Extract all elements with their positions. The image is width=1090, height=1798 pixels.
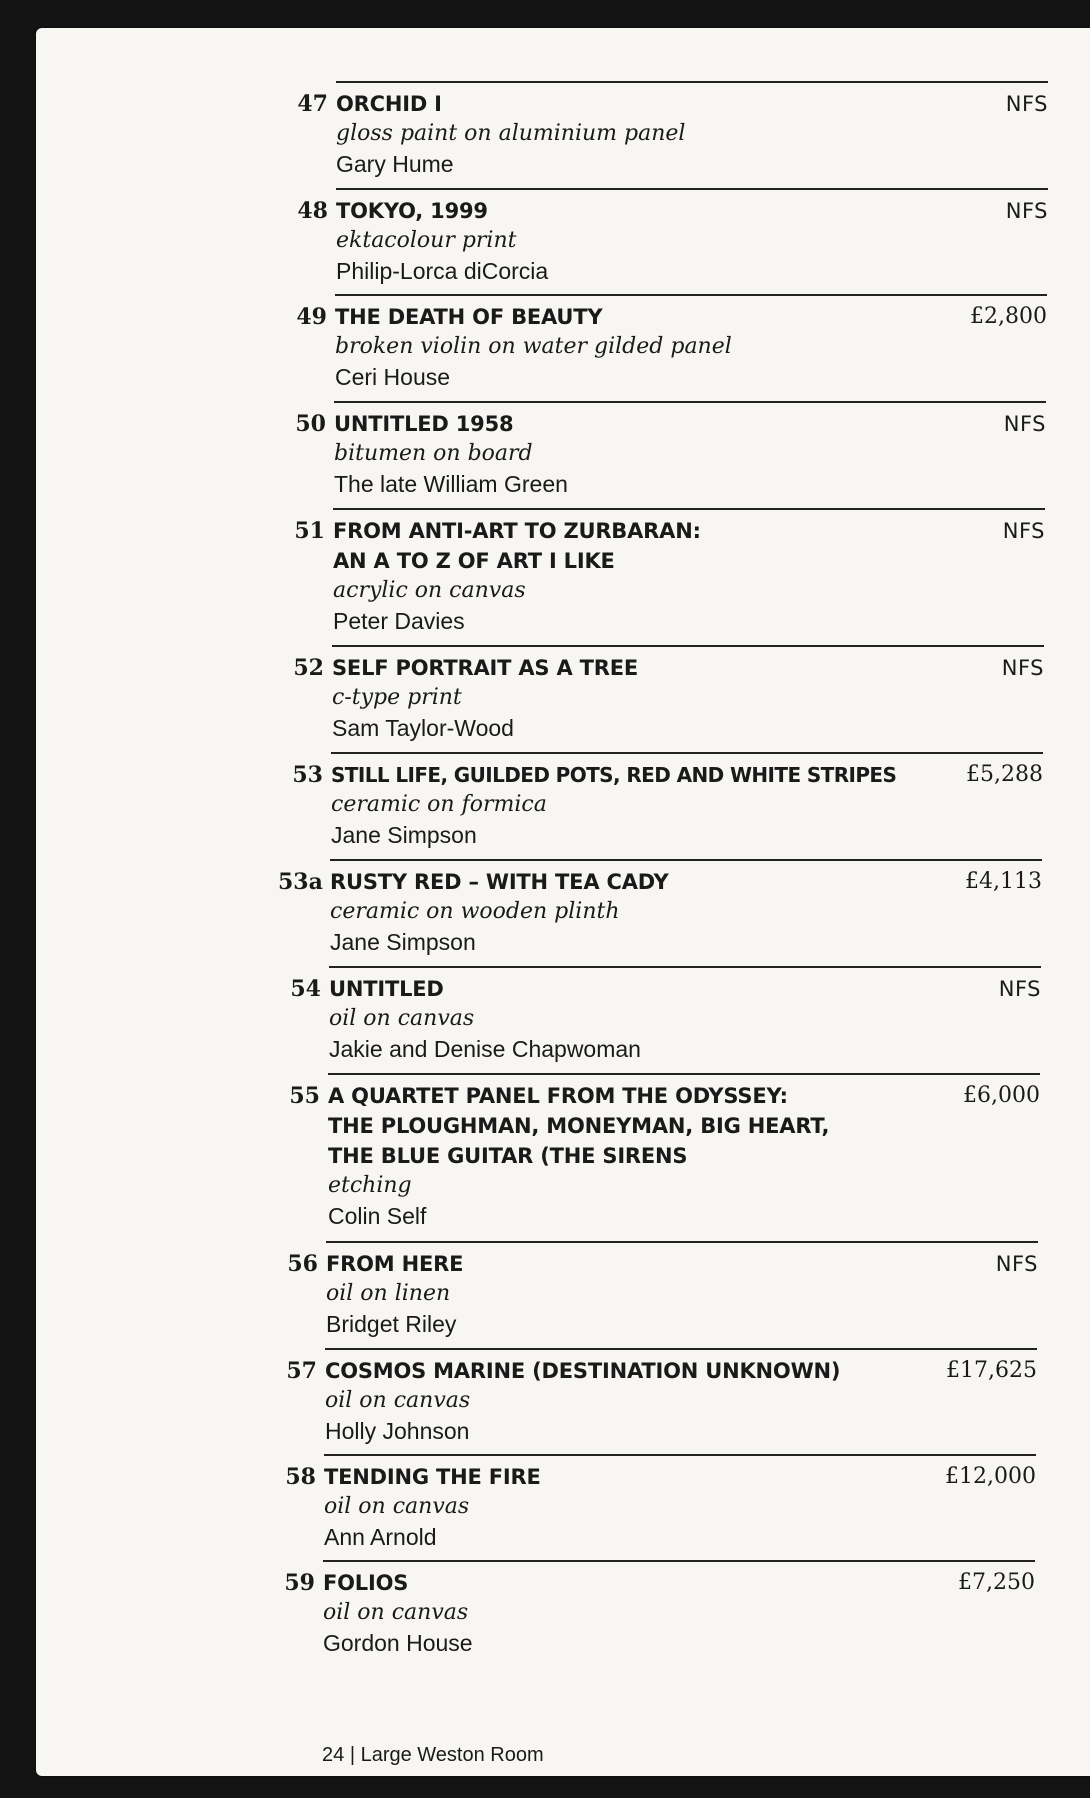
price-label: £6,000: [963, 1083, 1040, 1108]
price-label: NFS: [1001, 656, 1044, 680]
divider: [335, 294, 1047, 296]
divider: [326, 1241, 1038, 1243]
list-item: [285, 1454, 1036, 1552]
artist-name: Sam Taylor-Wood: [332, 715, 514, 741]
divider: [324, 1454, 1036, 1456]
catalogue-page: [36, 28, 1090, 1776]
page-number: 24: [322, 1744, 345, 1766]
artwork-title: THE DEATH OF BEAUTY: [335, 305, 603, 329]
list-item: [297, 81, 1048, 179]
artwork-title: FROM HERE: [326, 1252, 464, 1276]
list-item: [286, 1348, 1037, 1446]
lot-number: 54: [290, 976, 321, 1002]
list-item: [289, 1073, 1040, 1231]
price-label: NFS: [1005, 92, 1048, 116]
price-label: £12,000: [945, 1464, 1036, 1489]
divider: [331, 752, 1043, 754]
divider: [329, 966, 1041, 968]
artist-name: Bridget Riley: [326, 1311, 457, 1337]
artwork-title: UNTITLED 1958: [334, 412, 514, 436]
price-label: £2,800: [970, 304, 1047, 329]
page-footer: [322, 1744, 544, 1767]
list-item: [296, 294, 1047, 392]
artwork-title: ORCHID I: [336, 92, 442, 116]
artwork-title: STILL LIFE, GUILDED POTS, RED AND WHITE STRIPES: [331, 763, 897, 787]
list-item: [278, 859, 1042, 957]
list-item: [297, 188, 1048, 286]
artist-name: Philip-Lorca diCorcia: [336, 258, 549, 284]
artist-name: Jane Simpson: [331, 822, 477, 848]
artwork-title: TENDING THE FIRE: [324, 1465, 541, 1489]
artwork-medium: broken violin on water gilded panel: [335, 334, 732, 359]
list-item: [293, 645, 1044, 743]
lot-number: 55: [289, 1083, 320, 1109]
artwork-title: FOLIOS: [323, 1571, 409, 1595]
artwork-medium: gloss paint on aluminium panel: [336, 121, 686, 146]
artist-name: Holly Johnson: [325, 1418, 470, 1444]
lot-number: 51: [294, 518, 325, 544]
lot-number: 56: [287, 1251, 318, 1277]
lot-number: 47: [297, 91, 328, 117]
artwork-title: UNTITLED: [329, 977, 444, 1001]
divider: [336, 81, 1048, 83]
lot-number: 53: [292, 762, 323, 788]
artwork-medium: bitumen on board: [334, 441, 533, 466]
list-item: [290, 966, 1041, 1064]
divider: [334, 401, 1046, 403]
divider: [336, 188, 1048, 190]
lot-number: 48: [297, 198, 328, 224]
list-item: [292, 752, 1043, 850]
artwork-title: COSMOS MARINE (DESTINATION UNKNOWN): [325, 1359, 841, 1383]
list-item: [294, 508, 1045, 636]
price-label: £4,113: [965, 869, 1042, 894]
artist-name: Ceri House: [335, 364, 451, 390]
artwork-medium: acrylic on canvas: [333, 578, 526, 603]
artist-name: Gary Hume: [336, 151, 454, 177]
artwork-title: TOKYO, 1999: [336, 199, 488, 223]
artwork-medium: oil on canvas: [325, 1388, 471, 1413]
artwork-medium: etching: [328, 1173, 412, 1198]
price-label: £5,288: [966, 762, 1043, 787]
divider: [332, 645, 1044, 647]
artwork-title: RUSTY RED – WITH TEA CADY: [330, 870, 669, 894]
artist-name: Colin Self: [328, 1203, 427, 1229]
artist-name: Ann Arnold: [324, 1524, 437, 1550]
price-label: NFS: [1003, 412, 1046, 436]
list-item: [295, 401, 1046, 499]
price-label: NFS: [1002, 519, 1045, 543]
price-label: NFS: [998, 977, 1041, 1001]
price-label: £17,625: [946, 1358, 1037, 1383]
artist-name: Jane Simpson: [330, 929, 476, 955]
artwork-medium: oil on canvas: [329, 1006, 475, 1031]
lot-number: 58: [285, 1464, 316, 1490]
artwork-medium: oil on canvas: [324, 1494, 470, 1519]
list-item: [284, 1560, 1035, 1658]
artwork-title: FROM ANTI-ART TO ZURBARAN: AN A TO Z OF ART I LIKE: [333, 519, 701, 573]
lot-number: 57: [286, 1358, 317, 1384]
lot-number: 50: [295, 411, 326, 437]
artwork-medium: ceramic on wooden plinth: [330, 899, 620, 924]
artwork-medium: oil on canvas: [323, 1600, 469, 1625]
footer-separator: |: [349, 1744, 356, 1766]
lot-number: 59: [284, 1570, 315, 1596]
artwork-medium: ceramic on formica: [331, 792, 547, 817]
artist-name: Jakie and Denise Chapwoman: [329, 1036, 641, 1062]
divider: [325, 1348, 1037, 1350]
artwork-title: SELF PORTRAIT AS A TREE: [332, 656, 639, 680]
list-item: [287, 1241, 1038, 1339]
room-name: Large Weston Room: [360, 1744, 544, 1766]
artwork-title: A QUARTET PANEL FROM THE ODYSSEY: THE PLOUGHMAN, MONEYMAN, BIG HEART, THE BLUE GUITAR (THE SIRENS: [328, 1084, 830, 1168]
lot-number: 49: [296, 304, 327, 330]
lot-number: 53a: [278, 869, 323, 895]
divider: [328, 1073, 1040, 1075]
price-label: £7,250: [958, 1570, 1035, 1595]
artwork-medium: oil on linen: [326, 1281, 451, 1306]
artist-name: Gordon House: [323, 1630, 473, 1656]
price-label: NFS: [995, 1252, 1038, 1276]
divider: [323, 1560, 1035, 1562]
artist-name: Peter Davies: [333, 608, 465, 634]
lot-number: 52: [293, 655, 324, 681]
divider: [333, 508, 1045, 510]
artwork-medium: ektacolour print: [336, 228, 517, 253]
artwork-medium: c-type print: [332, 685, 462, 710]
price-label: NFS: [1005, 199, 1048, 223]
divider: [330, 859, 1042, 861]
artist-name: The late William Green: [334, 471, 568, 497]
